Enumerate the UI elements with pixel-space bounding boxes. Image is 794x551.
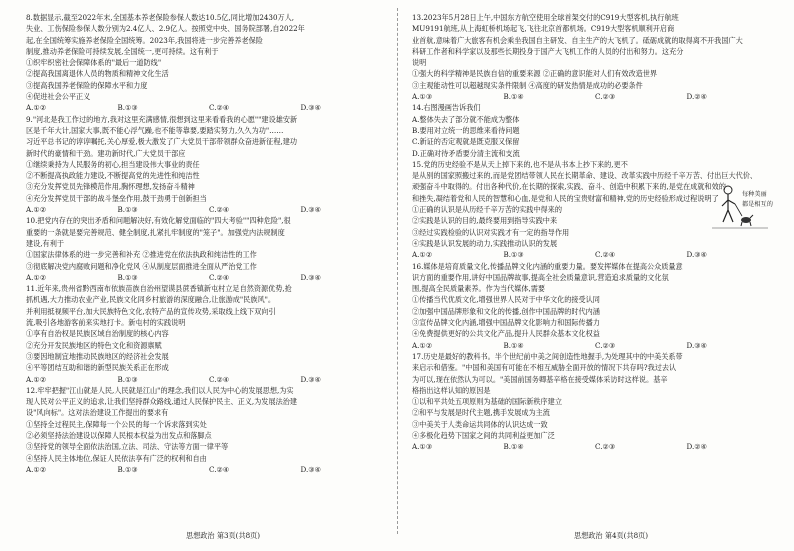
question-line: 是从别的国家照搬过来的,而是党团结带领人民在长期革命、建设、改革实践中历经千辛万苦、付出巨大代价、 (412, 171, 758, 181)
question-line: 17.历史是最好的教科书。半个世纪前中美之间创造性地握手,为处理其中的中美关系带 (412, 351, 683, 361)
question-line: ④坚持人民主体地位,保证人民依法享有广泛的权利和自由 (26, 453, 207, 463)
answer-choice[interactable]: C.②③ (595, 442, 616, 452)
answer-choices (26, 464, 392, 475)
answer-choice[interactable]: C.②④ (209, 464, 230, 474)
question-block (26, 12, 392, 114)
question-block (26, 114, 392, 216)
answer-choice[interactable]: A.①③ (412, 442, 433, 452)
question-line: ③中美关于人类命运共同体的认识达成一致 (412, 419, 548, 429)
answer-choice[interactable]: A.①② (412, 340, 433, 350)
answer-choice[interactable]: B.①④ (503, 442, 524, 452)
question-line: ②充分开发民族地区的特色文化和资源禀赋 (26, 340, 162, 350)
question-line: 并利用抵视频平台,加大民族特色文化,农特产品的宣传攻势,采取线上线下双向引 (26, 306, 276, 316)
answer-choice[interactable]: D.③④ (686, 340, 708, 350)
question-line: ①享有自治权是民族区域自治制度的核心内容 (26, 329, 169, 339)
question-line: C.新证的否定观就是既克服又保留 (412, 137, 520, 147)
answer-choices (26, 102, 392, 113)
question-line: 现人民对公平正义的追求,让我们坚持群众路线,通过人民保护民主、正义,为发展法治建 (26, 397, 298, 407)
answer-choice[interactable]: A.①② (26, 464, 47, 474)
question-line: ④充分发挥党员干部的战斗堡垒作用,鼓干劲勇于创新担当 (26, 193, 207, 203)
question-line: ①正确的认识是从历经千辛万苦的实践中得来的 (412, 205, 562, 215)
question-line: A.整体失去了部分就不能成为整体 (412, 114, 520, 124)
question-line: ④多极化趋势下国家之间的共同利益更加广泛 (412, 430, 555, 440)
answer-choice[interactable]: B.①③ (503, 250, 524, 260)
option-line: ③主观能动性可以超越现实条件限制 ④高度的研发热情是成功的必要条件 (412, 80, 643, 90)
answer-choice[interactable]: D.③④ (300, 205, 322, 215)
question-line: 业首航,意味着广大旅客有机会乘坐我国自主研发、自主生产的大飞机了。砥砺成就的取得离不开我国广大 (412, 35, 743, 45)
question-line: 流,吸引各地游客前来实地打卡。新屯村的实践说明 (26, 318, 186, 328)
question-line: ③提高我国养老保险的保障水平和力度 (26, 80, 148, 90)
question-line: ③彻底解决党内腐败问题和净化党风 ④从制度层面推进全面从严治党工作 (26, 261, 257, 271)
answer-choices (26, 374, 392, 385)
question-line: 科研工作者和科学家以及那些长期投身于国产大飞机工作的人员的付出和努力。这充分 (412, 46, 684, 56)
answer-choice[interactable]: B.①③ (117, 464, 138, 474)
answer-choices (26, 204, 392, 215)
question-line: 失业、工伤保险参保人数分别为2.4亿人、2.9亿人。按照党中央、国务院部署,自2022年 (26, 24, 305, 34)
question-line: ②不断提高执政能力建设,不断提高党的先进性和纯洁性 (26, 171, 200, 181)
question-line: 建设,有利于 (26, 238, 64, 248)
answer-choices (412, 249, 778, 260)
answer-choice[interactable]: D.③④ (300, 272, 322, 282)
question-line: ④促进社会公平正义 (26, 92, 91, 102)
page-footer-left: 思想政治 第3页(共8页) (186, 531, 261, 540)
question-line: 区是千年大计,国家大事,既不能心浮气躁,也不能等靠要,要踏实努力,久久为功"…… (26, 125, 284, 135)
answer-choice[interactable]: B.①③ (117, 272, 138, 282)
answer-choice[interactable]: D.③④ (300, 103, 322, 113)
question-line: ②加强中国品牌形象和文化的传播,创作中国品牌的时代内涵 (412, 306, 600, 316)
left-column (26, 12, 392, 475)
question-line: 16.媒体是培育质量文化,传播品牌文化内涵的重要力量。要发挥媒体在提高公众质量意 (412, 261, 683, 271)
answer-choice[interactable]: D.③④ (300, 464, 322, 474)
answer-choices (412, 340, 778, 351)
question-line: 说明 (412, 58, 427, 68)
question-line: ③经过实践检验的认识对实践才有一定的指导作用 (412, 227, 570, 237)
answer-choice[interactable]: C.②④ (595, 250, 616, 260)
question-line: ③宣传品牌文化内涵,增强中国品牌文化影响力和国际传播力 (412, 318, 600, 328)
page-footer-right: 思想政治 第4页(共8页) (574, 531, 649, 540)
question-line: 抓机遇,大力推动农业产业,民族文化同乡村旅游的深度融合,让旅游成"民族风"。 (26, 295, 276, 305)
question-block (412, 261, 778, 351)
question-line: ①织牢织密社会保障体系的"最后一道防线" (26, 58, 162, 68)
answer-choice[interactable]: A.①② (26, 374, 47, 384)
question-line: 14.右图漫画告诉我们 (412, 103, 481, 113)
answer-choice[interactable]: B.①③ (117, 103, 138, 113)
question-line: ②提高我国离退休人员的物质和精神文化生活 (26, 69, 169, 79)
question-line: ④实践是认识发展的动力,实践推动认识的发展 (412, 238, 558, 248)
question-line: 格指出这样认知的原因是 (412, 385, 491, 395)
answer-choice[interactable]: A.①② (412, 250, 433, 260)
question-line: 新时代的豪情和干劲。建功新时代,广大党员干部应 (26, 148, 186, 158)
answer-choice[interactable]: A.①② (26, 205, 47, 215)
question-line: 来启示和借鉴。"中国和美国有可能在不相互威胁全面开放的情况下共存吗?我过去认 (412, 363, 677, 373)
question-block (412, 351, 778, 453)
page-divider (397, 8, 398, 534)
question-line: ①国家法律体系的进一步完善和补充 ②推进党在依法执政和纯洁性的工作 (26, 250, 257, 260)
question-line: 和挫失,凝结着党和人民的智慧和心血,是党和人民的宝贵财富和精神,党的历史经验形成过程说明了 (412, 193, 719, 203)
question-line: 顽强奋斗中取得的。付出各种代价,在长期的探索,实践、奋斗、创造中积累下来的,是党在成就和效的 (412, 182, 726, 192)
answer-choice[interactable]: B.①④ (503, 340, 524, 350)
question-block (412, 102, 778, 158)
cartoon-caption-line: 每种美丽 (742, 191, 767, 198)
question-line: ①坚持全过程民主,保障每一个公民的每一个诉求落到实处 (26, 419, 207, 429)
question-line: ①传播当代优质文化,增强世界人民对于中华文化的接受认同 (412, 295, 600, 305)
answer-choice[interactable]: D.②④ (686, 442, 708, 452)
answer-choices (26, 272, 392, 283)
question-line: 10.把党内存在的突出矛盾和问题解决好,有效化解党面临的"四大考验""四种危险",很 (26, 216, 291, 226)
question-line: 重要的一条就是要完善规范、健全制度,扎紧扎牢制度的"笼子"。加强党内法规制度 (26, 227, 285, 237)
question-line: B.要用对立统一的思维来看待问题 (412, 125, 520, 135)
answer-choice[interactable]: B.①③ (117, 374, 138, 384)
question-line: ④平等团结互助和谐的新型民族关系正在形成 (26, 363, 169, 373)
answer-choice[interactable]: D.③④ (300, 374, 322, 384)
question-line: 15.党的历史经验不是从天上掉下来的,也不是从书本上抄下来的,更不 (412, 159, 628, 169)
question-block (412, 12, 778, 102)
question-line: ③坚持党的领导全面依法治国,立法、司法、守法等方面一律平等 (26, 442, 229, 452)
question-line: 12.牢牢把握"江山就是人民,人民就是江山"的理念,我们以人民为中心的发展思想,为实 (26, 385, 294, 395)
question-line: ②和平与发展是时代主题,携手发展成为主流 (412, 408, 550, 418)
answer-choices (412, 91, 778, 102)
option-line: ①强大的科学精神是民族自信的重要来源 ②正确的意识能对人们有效改造世界 (412, 69, 658, 79)
question-line: D.正确对待矛盾要分清主流和支流 (412, 148, 520, 158)
question-line: 8.数据显示,截至2022年末,全国基本养老保险参保人数达10.5亿,同比增加2430万人, (26, 13, 295, 22)
answer-choice[interactable]: C.②③ (595, 340, 616, 350)
answer-choice[interactable]: C.②④ (209, 103, 230, 113)
question-line: ①以和平共处五项原则为基础的国际新秩序建立 (412, 397, 562, 407)
question-line: 9."河北是我工作过的地方,我对这里充满感情,很想到这里来看看我的心愿""建设雄安新 (26, 114, 298, 124)
answer-choice[interactable]: D.③④ (686, 250, 708, 260)
answer-choice[interactable]: C.②④ (209, 272, 230, 282)
question-block (26, 385, 392, 475)
answer-choices (412, 441, 778, 452)
question-line: 围,提高全民质量素养。作为当代媒体,需要 (412, 284, 546, 294)
cartoon-caption (742, 190, 773, 210)
question-block (26, 283, 392, 385)
answer-choice[interactable]: B.①④ (503, 92, 524, 102)
answer-choice[interactable]: A.①③ (412, 92, 433, 102)
answer-choice[interactable]: B.①③ (117, 205, 138, 215)
question-line: 为可以,现在依然认为可以。"美国前国务卿基辛格在接受媒体采访时这样说。基辛 (412, 374, 668, 384)
question-line: 识方面的重要作用,讲好中国品牌故事,提高全社会质量意识,营造追求质量的文化氛 (412, 272, 669, 282)
answer-choice[interactable]: C.②③ (595, 92, 616, 102)
question-block (26, 215, 392, 283)
question-line: 设"风向标"。这对法治建设工作提出的要求有 (26, 408, 169, 418)
answer-choice[interactable]: C.②④ (209, 374, 230, 384)
answer-choice[interactable]: D.②④ (686, 92, 708, 102)
cartoon-caption-line: 都是相互的 (742, 201, 773, 208)
question-line: 起,在全国统筹实施养老保险全国统筹。2023年,我国将进一步完善养老保险 (26, 35, 263, 45)
question-line: 13.2023年5月28日上午,中国东方航空使用全球首架交付的C919大型客机,执行航班 (412, 13, 679, 22)
question-line: ②实践是认识的目的,最终要用到指导实践中来 (412, 216, 558, 226)
question-line: ①继续秉持为人民服务的初心,担当建设伟大事业的责任 (26, 159, 200, 169)
answer-choice[interactable]: A.①② (26, 103, 47, 113)
question-line: ③要因地制宜地推动民族地区的经济社会发展 (26, 351, 169, 361)
question-line: ④免费提供更好的公共文化产品,提升人民群众基本文化权益 (412, 329, 600, 339)
question-line: ③充分发挥党员先锋模范作用,胸怀理想,发扬奋斗精神 (26, 182, 195, 192)
question-line: 制度,推动养老保险可持续发展,全国统一,更可持续。这有利于 (26, 46, 219, 56)
question-line: MU9191航班,从上海虹桥机场起飞,飞往北京首都机场。C919大型客机顺利开启商 (412, 24, 675, 34)
question-line: ②必须坚持法治建设以保障人民根本权益为出发点和落脚点 (26, 430, 212, 440)
answer-choice[interactable]: C.②④ (209, 205, 230, 215)
question-line: 习近平总书记的谆谆嘱托,关心厚爱,极大激发了广大党员干部带领群众奋进新征程,建功 (26, 137, 298, 147)
answer-choice[interactable]: A.①② (26, 272, 47, 282)
question-line: 11.近年来,贵州省黔西南布依族苗族自治州望谟县蔗香镇新屯村立足自然资源优势,抢 (26, 284, 292, 294)
